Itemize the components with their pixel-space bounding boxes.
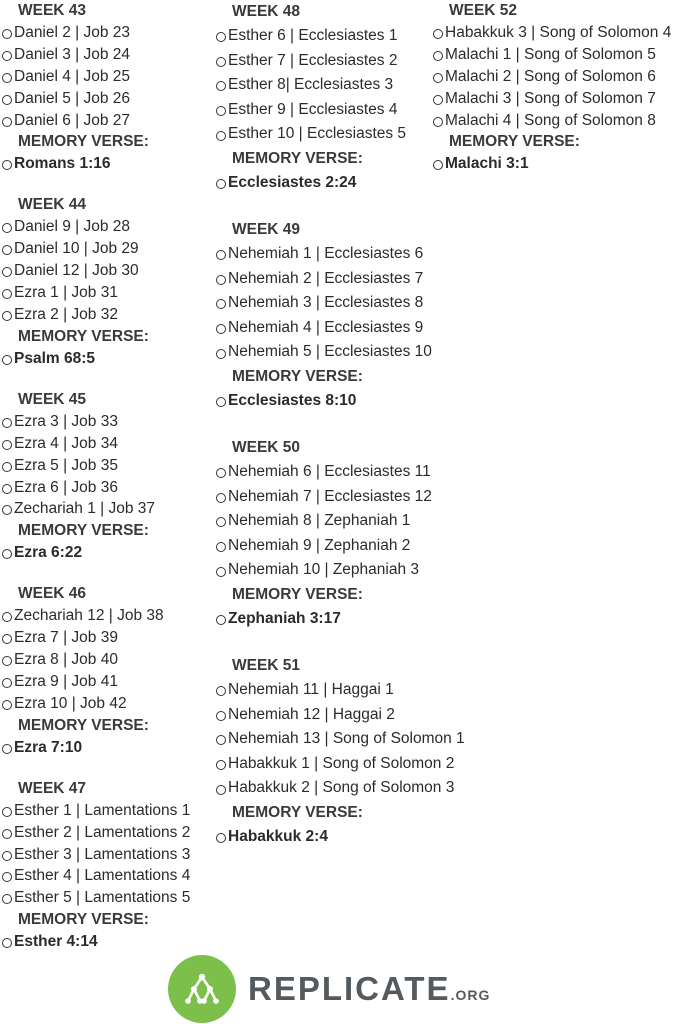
- reading-item[interactable]: [214, 558, 434, 583]
- reading-item[interactable]: [214, 98, 434, 123]
- checkbox-circle-icon[interactable]: [216, 131, 226, 141]
- network-tree-icon: [182, 969, 222, 1009]
- spacer: [0, 370, 215, 389]
- reading-item[interactable]: [214, 316, 434, 341]
- checkbox-circle-icon[interactable]: [216, 250, 226, 260]
- checkbox-circle-icon[interactable]: [216, 735, 226, 745]
- reading-label: Daniel 3 | Job 24: [14, 45, 131, 63]
- spacer: [0, 175, 215, 194]
- reading-label: Esther 2 | Lamentations 2: [14, 823, 191, 841]
- week-title: WEEK 49: [232, 220, 301, 238]
- checkbox-circle-icon[interactable]: [216, 349, 226, 359]
- reading-item[interactable]: [0, 822, 215, 844]
- reading-label: Daniel 2 | Job 23: [14, 24, 131, 41]
- reading-label: Zechariah 1 | Job 37: [14, 500, 156, 518]
- memory-verse-item[interactable]: [0, 931, 215, 953]
- memory-verse-label: MEMORY VERSE:: [18, 911, 149, 929]
- checkbox-circle-icon[interactable]: [2, 656, 12, 666]
- checkbox-circle-icon[interactable]: [2, 807, 12, 817]
- checkbox-circle-icon[interactable]: [2, 29, 12, 39]
- week-block-50: [214, 436, 434, 631]
- memory-verse-text: Zephaniah 3:17: [228, 609, 341, 627]
- memory-verse-text: Psalm 68:5: [14, 349, 95, 367]
- reading-item[interactable]: [431, 22, 695, 44]
- reading-item[interactable]: [214, 49, 434, 74]
- reading-label: Esther 4 | Lamentations 4: [14, 867, 191, 885]
- memory-verse-label: MEMORY VERSE:: [18, 327, 149, 345]
- reading-item[interactable]: [431, 110, 695, 132]
- reading-item[interactable]: [0, 865, 215, 887]
- week-block-47: [0, 778, 215, 953]
- memory-verse-label: MEMORY VERSE:: [18, 716, 149, 734]
- checkbox-circle-icon[interactable]: [216, 81, 226, 91]
- reading-item[interactable]: [431, 44, 695, 66]
- memory-verse-text: Habakkuk 2:4: [228, 827, 328, 845]
- reading-label: Nehemiah 10 | Zephaniah 3: [228, 561, 420, 579]
- week-title: WEEK 45: [18, 390, 87, 408]
- reading-label: Zechariah 12 | Job 38: [14, 607, 164, 625]
- week-block-44: [0, 194, 215, 369]
- reading-item[interactable]: [214, 485, 434, 510]
- memory-verse-label: MEMORY VERSE:: [232, 367, 363, 385]
- reading-label: Esther 9 | Ecclesiastes 4: [228, 100, 398, 118]
- checkbox-circle-icon[interactable]: [216, 397, 226, 407]
- reading-label: Nehemiah 8 | Zephaniah 1: [228, 512, 411, 530]
- checkbox-circle-icon[interactable]: [2, 700, 12, 710]
- reading-item[interactable]: [214, 340, 434, 365]
- checkbox-circle-icon[interactable]: [216, 106, 226, 116]
- week-title: WEEK 46: [18, 585, 87, 603]
- reading-label: Nehemiah 12 | Haggai 2: [228, 705, 395, 723]
- spacer: [214, 631, 434, 654]
- reading-item[interactable]: [0, 304, 215, 326]
- reading-label: Daniel 12 | Job 30: [14, 262, 139, 280]
- reading-label: Nehemiah 1 | Ecclesiastes 6: [228, 244, 424, 262]
- reading-item[interactable]: [214, 752, 455, 777]
- week-title: WEEK 44: [18, 196, 87, 214]
- reading-label: Ezra 2 | Job 32: [14, 306, 118, 324]
- checkbox-circle-icon[interactable]: [2, 829, 12, 839]
- checkbox-circle-icon[interactable]: [216, 468, 226, 478]
- reading-label: Malachi 3 | Song of Solomon 7: [445, 89, 656, 107]
- checkbox-circle-icon[interactable]: [433, 73, 443, 83]
- column-3: [431, 0, 695, 175]
- reading-item[interactable]: [0, 22, 215, 44]
- reading-item[interactable]: [0, 649, 215, 671]
- memory-verse-text: Ezra 6:22: [14, 544, 83, 562]
- reading-item[interactable]: [0, 411, 215, 433]
- reading-item[interactable]: [214, 534, 434, 559]
- reading-item[interactable]: [0, 88, 215, 110]
- checkbox-circle-icon[interactable]: [216, 542, 226, 552]
- reading-item[interactable]: [214, 24, 434, 49]
- reading-label: Nehemiah 9 | Zephaniah 2: [228, 536, 411, 554]
- checkbox-circle-icon[interactable]: [2, 267, 12, 277]
- checkbox-circle-icon[interactable]: [2, 612, 12, 622]
- memory-verse-item[interactable]: [0, 542, 215, 564]
- checkbox-circle-icon[interactable]: [216, 833, 226, 843]
- replicate-logo: [168, 955, 508, 1023]
- checkbox-circle-icon[interactable]: [2, 160, 12, 170]
- reading-label: Ezra 1 | Job 31: [14, 284, 118, 302]
- memory-verse-text: Ecclesiastes 8:10: [228, 391, 357, 409]
- week-title: WEEK 48: [232, 3, 301, 20]
- memory-verse-text: Malachi 3:1: [445, 155, 529, 173]
- spacer: [0, 564, 215, 583]
- reading-item[interactable]: [0, 216, 215, 238]
- memory-verse-text: Ecclesiastes 2:24: [228, 173, 357, 191]
- reading-item[interactable]: [0, 44, 215, 66]
- memory-verse-label: MEMORY VERSE:: [232, 585, 363, 603]
- reading-label: Nehemiah 4 | Ecclesiastes 9: [228, 318, 424, 336]
- reading-label: Nehemiah 5 | Ecclesiastes 10: [228, 343, 432, 361]
- spacer: [0, 759, 215, 778]
- reading-label: Esther 3 | Lamentations 3: [14, 845, 191, 863]
- checkbox-circle-icon[interactable]: [433, 29, 443, 39]
- logo-suffix: .ORG: [450, 987, 491, 1003]
- reading-item[interactable]: [431, 88, 695, 110]
- reading-label: Daniel 4 | Job 25: [14, 67, 131, 85]
- reading-item[interactable]: [214, 727, 465, 752]
- memory-verse-item[interactable]: [431, 153, 695, 175]
- reading-item[interactable]: [0, 455, 215, 477]
- checkbox-circle-icon[interactable]: [433, 51, 443, 61]
- week-title: WEEK 52: [449, 2, 518, 19]
- reading-item[interactable]: [214, 460, 434, 485]
- reading-label: Daniel 10 | Job 29: [14, 240, 139, 258]
- checkbox-circle-icon[interactable]: [216, 760, 226, 770]
- checkbox-circle-icon[interactable]: [2, 245, 12, 255]
- checkbox-circle-icon[interactable]: [2, 938, 12, 948]
- checkbox-circle-icon[interactable]: [216, 493, 226, 503]
- reading-label: Ezra 5 | Job 35: [14, 456, 118, 474]
- reading-label: Nehemiah 11 | Haggai 1: [228, 680, 394, 698]
- reading-item[interactable]: [0, 260, 215, 282]
- week-block-51: [214, 654, 465, 849]
- reading-item[interactable]: [0, 671, 215, 693]
- reading-item[interactable]: [0, 887, 215, 909]
- week-title: WEEK 51: [232, 656, 301, 674]
- reading-item[interactable]: [0, 605, 215, 627]
- reading-label: Ezra 7 | Job 39: [14, 629, 118, 647]
- reading-item[interactable]: [214, 776, 455, 801]
- reading-item[interactable]: [0, 66, 215, 88]
- reading-label: Ezra 3 | Job 33: [14, 412, 118, 430]
- checkbox-circle-icon[interactable]: [2, 462, 12, 472]
- memory-verse-item[interactable]: [0, 153, 215, 175]
- reading-label: Nehemiah 7 | Ecclesiastes 12: [228, 487, 432, 505]
- reading-label: Daniel 6 | Job 27: [14, 111, 131, 129]
- checkbox-circle-icon[interactable]: [216, 275, 226, 285]
- memory-verse-label: MEMORY VERSE:: [449, 133, 580, 151]
- reading-label: Esther 7 | Ecclesiastes 2: [228, 51, 398, 69]
- checkbox-circle-icon[interactable]: [2, 223, 12, 233]
- reading-label: Habakkuk 1 | Song of Solomon 2: [228, 754, 455, 772]
- reading-item[interactable]: [0, 498, 215, 520]
- checkbox-circle-icon[interactable]: [2, 117, 12, 127]
- reading-item[interactable]: [0, 800, 215, 822]
- reading-item[interactable]: [0, 110, 215, 132]
- week-block-49: [214, 218, 434, 413]
- checkbox-circle-icon[interactable]: [2, 95, 12, 105]
- checkbox-circle-icon[interactable]: [2, 51, 12, 61]
- memory-verse-label: MEMORY VERSE:: [18, 133, 149, 151]
- checkbox-circle-icon[interactable]: [2, 73, 12, 83]
- week-title: WEEK 47: [18, 779, 87, 797]
- checkbox-circle-icon[interactable]: [2, 872, 12, 882]
- checkbox-circle-icon[interactable]: [216, 32, 226, 42]
- checkbox-circle-icon[interactable]: [216, 324, 226, 334]
- memory-verse-text: Ezra 7:10: [14, 738, 83, 756]
- checkbox-circle-icon[interactable]: [216, 785, 226, 795]
- reading-item[interactable]: [0, 844, 215, 866]
- checkbox-circle-icon[interactable]: [216, 299, 226, 309]
- memory-verse-item[interactable]: [214, 825, 434, 849]
- logo-badge: [168, 955, 236, 1023]
- reading-label: Esther 8| Ecclesiastes 3: [228, 76, 394, 94]
- checkbox-circle-icon[interactable]: [216, 711, 226, 721]
- reading-label: Malachi 1 | Song of Solomon 5: [445, 45, 656, 63]
- memory-verse-label: MEMORY VERSE:: [18, 522, 149, 540]
- checkbox-circle-icon[interactable]: [2, 440, 12, 450]
- reading-label: Malachi 4 | Song of Solomon 8: [445, 111, 656, 129]
- memory-verse-item[interactable]: [0, 737, 215, 759]
- week-block-48: [214, 0, 434, 195]
- reading-item[interactable]: [214, 703, 434, 728]
- week-block-45: [0, 389, 215, 564]
- checkbox-circle-icon[interactable]: [216, 686, 226, 696]
- memory-verse-label: MEMORY VERSE:: [232, 149, 363, 167]
- checkbox-circle-icon[interactable]: [2, 634, 12, 644]
- reading-item[interactable]: [431, 66, 695, 88]
- reading-item[interactable]: [214, 509, 434, 534]
- spacer: [214, 413, 434, 436]
- reading-item[interactable]: [214, 291, 434, 316]
- checkbox-circle-icon[interactable]: [2, 484, 12, 494]
- memory-verse-item[interactable]: [0, 348, 215, 370]
- column-2: [214, 0, 465, 849]
- week-title: WEEK 50: [232, 438, 301, 456]
- reading-label: Malachi 2 | Song of Solomon 6: [445, 67, 656, 85]
- checkbox-circle-icon[interactable]: [2, 418, 12, 428]
- reading-label: Esther 5 | Lamentations 5: [14, 889, 191, 907]
- reading-label: Daniel 9 | Job 28: [14, 218, 131, 236]
- week-block-43: [0, 0, 215, 175]
- reading-item[interactable]: [214, 73, 434, 98]
- checkbox-circle-icon[interactable]: [2, 678, 12, 688]
- memory-verse-text: Esther 4:14: [14, 933, 98, 951]
- checkbox-circle-icon[interactable]: [2, 355, 12, 365]
- column-1: [0, 0, 215, 953]
- week-title: WEEK 43: [18, 2, 87, 19]
- memory-verse-item[interactable]: [214, 171, 434, 195]
- reading-item[interactable]: [214, 267, 434, 292]
- reading-label: Ezra 6 | Job 36: [14, 478, 118, 496]
- checkbox-circle-icon[interactable]: [2, 851, 12, 861]
- reading-label: Ezra 4 | Job 34: [14, 434, 118, 452]
- checkbox-circle-icon[interactable]: [2, 289, 12, 299]
- reading-label: Daniel 5 | Job 26: [14, 89, 131, 107]
- logo-word: REPLICATE: [248, 970, 451, 1007]
- checkbox-circle-icon[interactable]: [216, 57, 226, 67]
- reading-item[interactable]: [0, 693, 215, 715]
- reading-item[interactable]: [0, 238, 215, 260]
- checkbox-circle-icon[interactable]: [2, 311, 12, 321]
- memory-verse-text: Romans 1:16: [14, 155, 111, 173]
- reading-item[interactable]: [214, 122, 434, 147]
- checkbox-circle-icon[interactable]: [2, 505, 12, 515]
- checkbox-circle-icon[interactable]: [433, 117, 443, 127]
- logo-wordmark: [248, 970, 490, 1008]
- checkbox-circle-icon[interactable]: [2, 894, 12, 904]
- reading-label: Nehemiah 2 | Ecclesiastes 7: [228, 269, 424, 287]
- checkbox-circle-icon[interactable]: [216, 179, 226, 189]
- reading-item[interactable]: [0, 477, 215, 499]
- reading-item[interactable]: [0, 627, 215, 649]
- reading-label: Esther 10 | Ecclesiastes 5: [228, 125, 407, 143]
- week-block-46: [0, 583, 215, 758]
- checkbox-circle-icon[interactable]: [433, 160, 443, 170]
- memory-verse-item[interactable]: [214, 389, 434, 413]
- reading-label: Ezra 10 | Job 42: [14, 694, 127, 712]
- reading-item[interactable]: [214, 678, 434, 703]
- reading-label: Esther 6 | Ecclesiastes 1: [228, 27, 398, 44]
- reading-label: Nehemiah 6 | Ecclesiastes 11: [228, 462, 431, 480]
- reading-label: Esther 1 | Lamentations 1: [14, 801, 191, 819]
- checkbox-circle-icon[interactable]: [433, 95, 443, 105]
- checkbox-circle-icon[interactable]: [2, 549, 12, 559]
- checkbox-circle-icon[interactable]: [2, 744, 12, 754]
- checkbox-circle-icon[interactable]: [216, 567, 226, 577]
- reading-item[interactable]: [0, 282, 215, 304]
- week-block-52: [431, 0, 695, 175]
- memory-verse-item[interactable]: [214, 607, 434, 631]
- checkbox-circle-icon[interactable]: [216, 615, 226, 625]
- reading-item[interactable]: [214, 242, 434, 267]
- reading-label: Ezra 8 | Job 40: [14, 651, 118, 669]
- checkbox-circle-icon[interactable]: [216, 517, 226, 527]
- reading-label: Habakkuk 2 | Song of Solomon 3: [228, 779, 455, 797]
- reading-label: Nehemiah 13 | Song of Solomon 1: [228, 730, 465, 748]
- reading-label: Ezra 9 | Job 41: [14, 673, 118, 691]
- reading-label: Nehemiah 3 | Ecclesiastes 8: [228, 294, 424, 312]
- memory-verse-label: MEMORY VERSE:: [232, 803, 363, 821]
- reading-item[interactable]: [0, 433, 215, 455]
- reading-label: Habakkuk 3 | Song of Solomon 4: [445, 24, 672, 41]
- spacer: [214, 195, 434, 218]
